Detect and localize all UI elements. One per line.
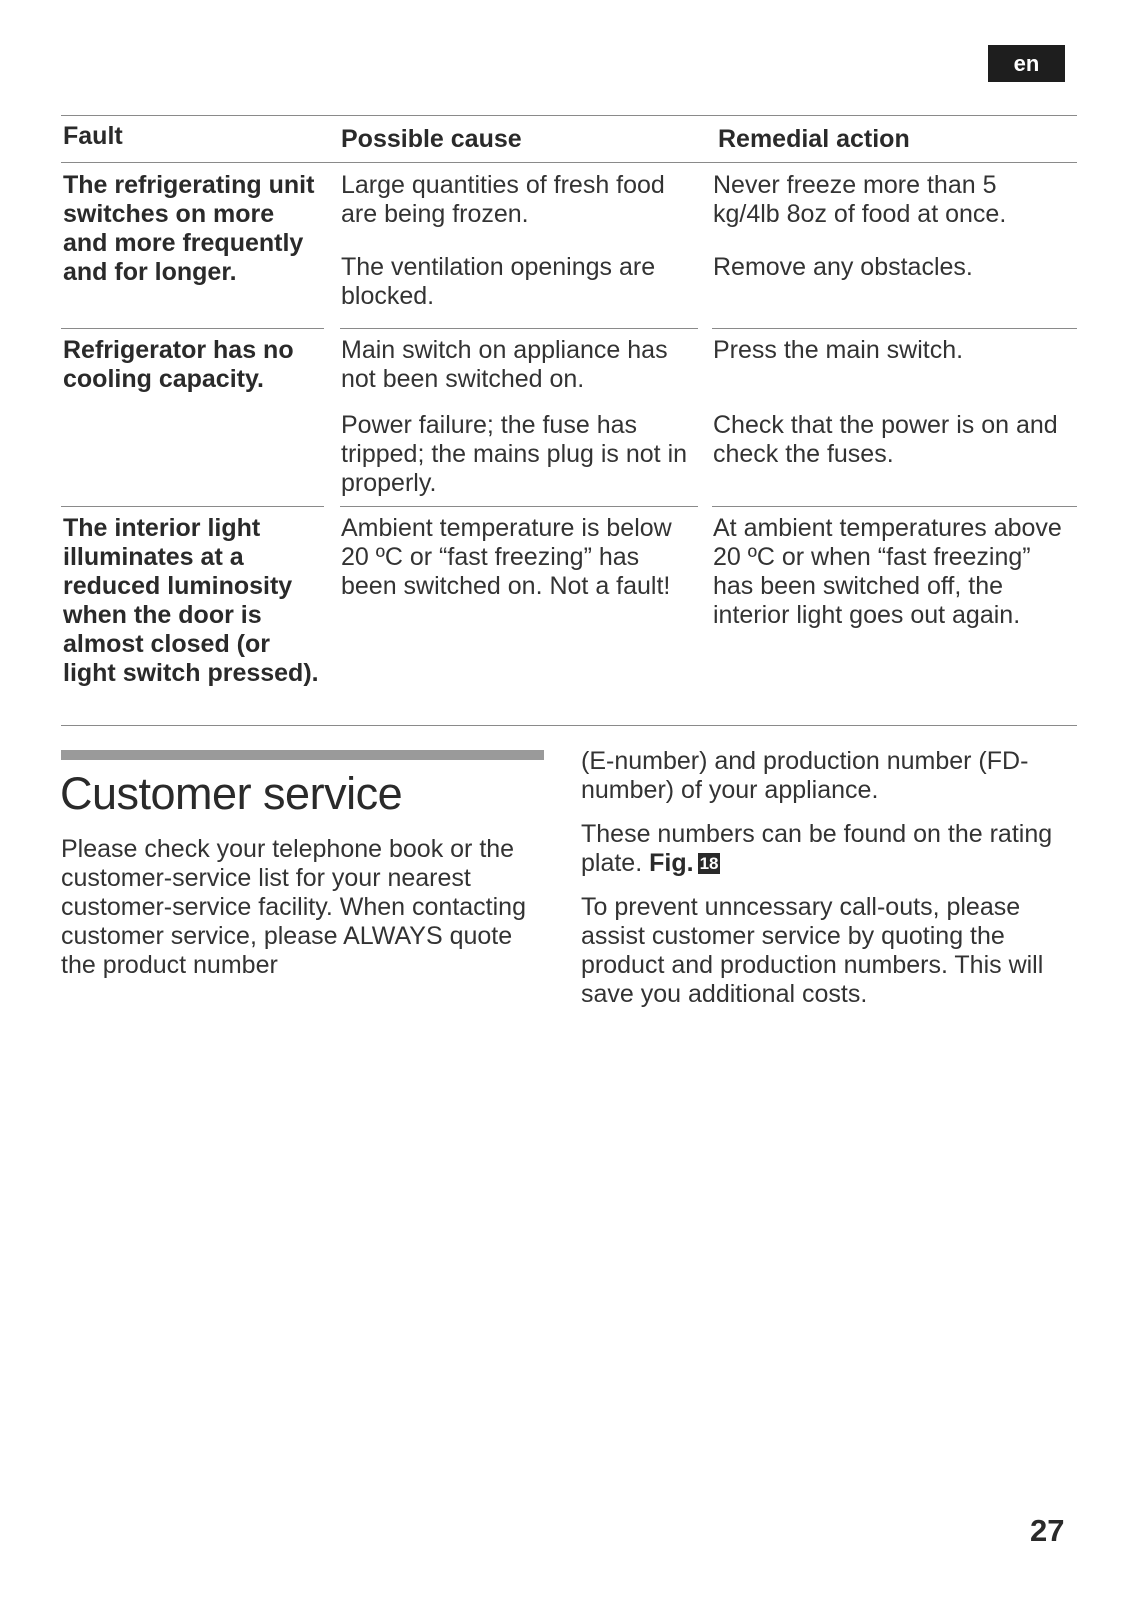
row-2-rule-col3 (712, 506, 1077, 507)
table-header-rule (61, 162, 1077, 163)
row-2-rule-col1 (61, 506, 324, 507)
figure-reference: Fig. (649, 849, 694, 877)
section-title: Customer service (60, 768, 403, 819)
customer-service-para-3 (581, 820, 1071, 878)
fault-cell-1: The refrigerating unit switches on more and more frequently and for longer. (63, 171, 315, 286)
row-2-rule-col2 (340, 506, 698, 507)
language-badge: en (988, 45, 1065, 82)
para-3-text: These numbers can be found on the rating plate. (581, 820, 1053, 877)
cause-cell-2a: Main switch on appliance has not been switched on. (341, 336, 668, 393)
header-fault: Fault (63, 122, 123, 150)
action-cell-2b: Check that the power is on and check the fuses. (713, 411, 1058, 468)
action-cell-1a: Never freeze more than 5 kg/4lb 8oz of food at once. (713, 171, 1007, 228)
fault-cell-3: The interior light illuminates at a reduced luminosity when the door is almost closed (or light switch pressed). (63, 514, 319, 687)
header-possible-cause: Possible cause (341, 125, 522, 153)
section-bar (61, 750, 544, 760)
action-cell-1b: Remove any obstacles. (713, 253, 973, 281)
row-1-rule-col2 (340, 328, 698, 329)
action-cell-3: At ambient temperatures above 20 ºC or when “fast freezing” has been switched off, the interior light goes out again. (713, 514, 1062, 629)
header-remedial-action: Remedial action (718, 125, 910, 153)
row-1-rule-col3 (712, 328, 1077, 329)
cause-cell-1b: The ventilation openings are blocked. (341, 253, 656, 310)
customer-service-para-1: Please check your telephone book or the customer-service list for your nearest customer-service facility. When contacting customer service, please ALWAYS quote the product number (61, 835, 526, 979)
action-cell-2a: Press the main switch. (713, 336, 964, 364)
page-number: 27 (1030, 1513, 1065, 1548)
customer-service-para-2: (E-number) and production number (FD-number) of your appliance. (581, 747, 1029, 804)
table-top-rule (61, 115, 1077, 116)
cause-cell-3: Ambient temperature is below 20 ºC or “fast freezing” has been switched on. Not a fault! (341, 514, 672, 600)
customer-service-para-4: To prevent unncessary call-outs, please assist customer service by quoting the product and production numbers. This will save you additional costs. (581, 893, 1044, 1008)
cause-cell-1a: Large quantities of fresh food are being frozen. (341, 171, 665, 228)
figure-number-badge: 18 (699, 854, 719, 873)
table-bottom-rule (61, 725, 1077, 726)
fault-cell-2: Refrigerator has no cooling capacity. (63, 336, 294, 393)
row-1-rule-col1 (61, 328, 324, 329)
cause-cell-2b: Power failure; the fuse has tripped; the mains plug is not in properly. (341, 411, 688, 497)
